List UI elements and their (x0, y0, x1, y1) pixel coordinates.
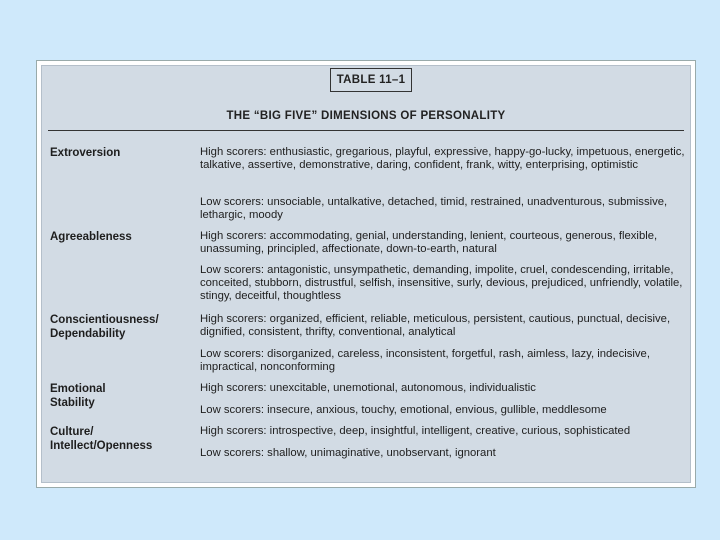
dimension-label-openness: Culture/ Intellect/Openness (50, 426, 153, 452)
low-scorers-extroversion: Low scorers: unsociable, untalkative, detached, timid, restrained, unadventurous, submissive, lethargic, moody (200, 196, 668, 222)
table-title: THE “BIG FIVE” DIMENSIONS OF PERSONALITY (226, 110, 506, 122)
low-scorers-agreeableness: Low scorers: antagonistic, unsympathetic, demanding, impolite, cruel, condescending, irritable, conceited, stubborn, distrustful, selfish, insensitive, surly, devious, prejudiced, unfriendly, volatile, stingy, deceitful, thoughtless (200, 264, 683, 303)
dimension-label-extroversion: Extroversion (50, 147, 121, 159)
high-scorers-extroversion: High scorers: enthusiastic, gregarious, playful, expressive, happy-go-lucky, impetuous, energetic, talkative, assertive, demonstrative, daring, confident, frank, witty, enterprising, optimistic (200, 146, 685, 172)
high-scorers-agreeableness: High scorers: accommodating, genial, understanding, lenient, courteous, generous, flexible, unassuming, principled, affectionate, down-to-earth, natural (200, 230, 658, 256)
big-five-table (41, 65, 691, 483)
low-scorers-emotional-stability: Low scorers: insecure, anxious, touchy, emotional, envious, gullible, meddlesome (200, 404, 607, 416)
dimension-label-conscientiousness: Conscientiousness/ Dependability (50, 314, 159, 340)
high-scorers-openness: High scorers: introspective, deep, insightful, intelligent, creative, curious, sophisticated (200, 425, 631, 437)
dimension-label-emotional-stability: Emotional Stability (50, 383, 106, 409)
slide-frame (36, 60, 696, 488)
low-scorers-openness: Low scorers: shallow, unimaginative, unobservant, ignorant (200, 447, 496, 459)
low-scorers-conscientiousness: Low scorers: disorganized, careless, inconsistent, forgetful, rash, aimless, lazy, indecisive, impractical, nonconforming (200, 348, 650, 374)
high-scorers-conscientiousness: High scorers: organized, efficient, reliable, meticulous, persistent, cautious, punctual, decisive, dignified, consistent, thrifty, conventional, analytical (200, 313, 671, 339)
title-divider (48, 130, 684, 131)
dimension-label-agreeableness: Agreeableness (50, 231, 132, 243)
high-scorers-emotional-stability: High scorers: unexcitable, unemotional, autonomous, individualistic (200, 382, 536, 394)
table-number: TABLE 11–1 (330, 68, 412, 92)
